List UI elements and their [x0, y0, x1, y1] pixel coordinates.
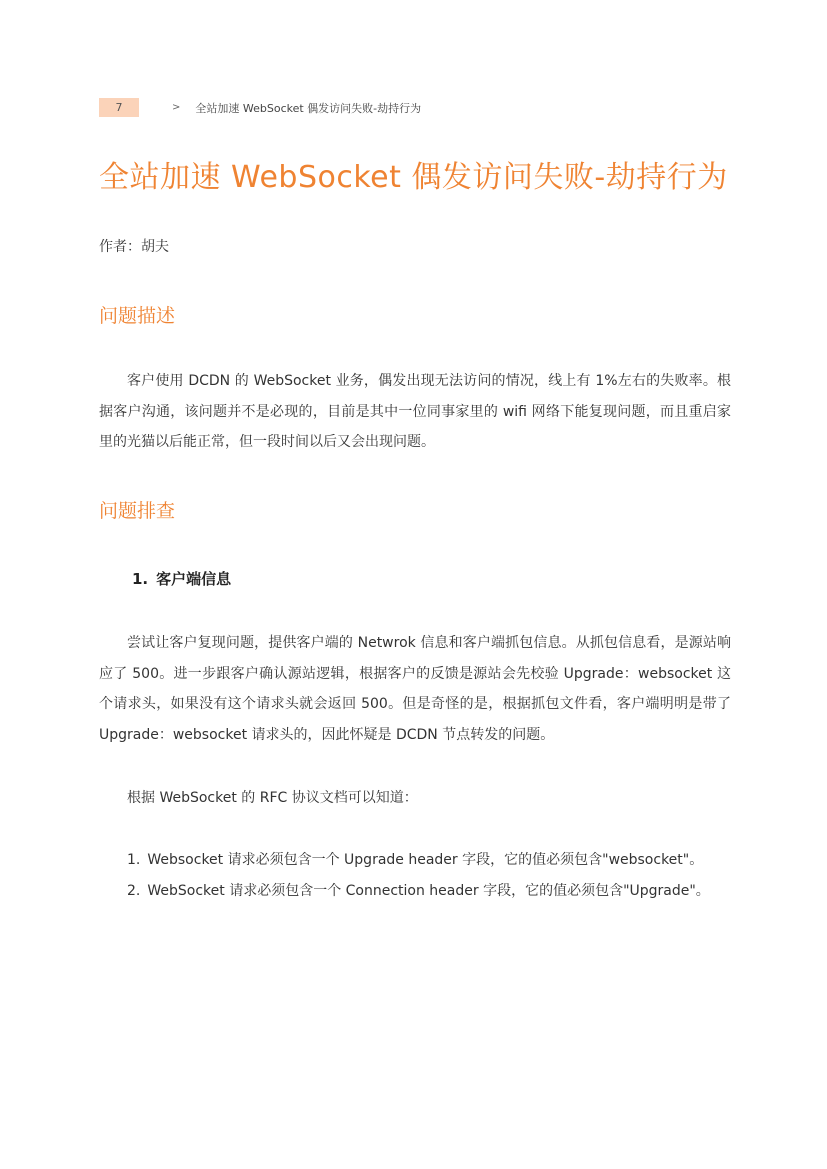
section-heading-problem: 问题描述 [99, 305, 176, 327]
list-item [127, 876, 710, 907]
list-item-number: 2. [127, 883, 141, 899]
subsection-heading-client-info [132, 568, 231, 589]
subsection-number: 1. [132, 570, 149, 588]
page-title: 全站加速 WebSocket 偶发访问失败-劫持行为 [99, 160, 728, 195]
rfc-requirements-list [127, 845, 710, 907]
list-item-number: 1. [127, 852, 141, 868]
list-item [127, 845, 710, 876]
rfc-intro-paragraph: 根据 WebSocket 的 RFC 协议文档可以知道： [127, 790, 418, 806]
subsection-title: 客户端信息 [156, 570, 232, 588]
author-line: 作者：胡夫 [99, 239, 169, 255]
list-item-text: WebSocket 请求必须包含一个 Connection header 字段，它的值必须包含"Upgrade"。 [147, 883, 710, 899]
client-info-paragraph: 尝试让客户复现问题，提供客户端的 Netwrok 信息和客户端抓包信息。从抓包信息看，是源站响应了 500。进一步跟客户确认源站逻辑，根据客户的反馈是源站会先校验 Upgrade：websocket 这个请求头，如果没有这个请求头就会返回 500。但是奇怪的是，根据抓包文件看，客户端明明是带了 Upgrade：websocket 请求头的，因此怀疑是 DCDN 节点转发的问题。 [99, 635, 731, 743]
section-heading-investigation: 问题排查 [99, 500, 176, 522]
page-header [99, 98, 421, 117]
list-item-text: Websocket 请求必须包含一个 Upgrade header 字段，它的值必须包含"websocket"。 [147, 852, 704, 868]
problem-paragraph: 客户使用 DCDN 的 WebSocket 业务，偶发出现无法访问的情况，线上有 1%左右的失败率。根据客户沟通，该问题并不是必现的，目前是其中一位同事家里的 wifi 网络下能复现问题，而且重启家里的光猫以后能正常，但一段时间以后又会出现问题。 [99, 373, 731, 450]
page-number-badge: 7 [99, 98, 139, 117]
breadcrumb: 全站加速 WebSocket 偶发访问失败-劫持行为 [195, 101, 422, 115]
breadcrumb-separator: > [172, 102, 181, 113]
